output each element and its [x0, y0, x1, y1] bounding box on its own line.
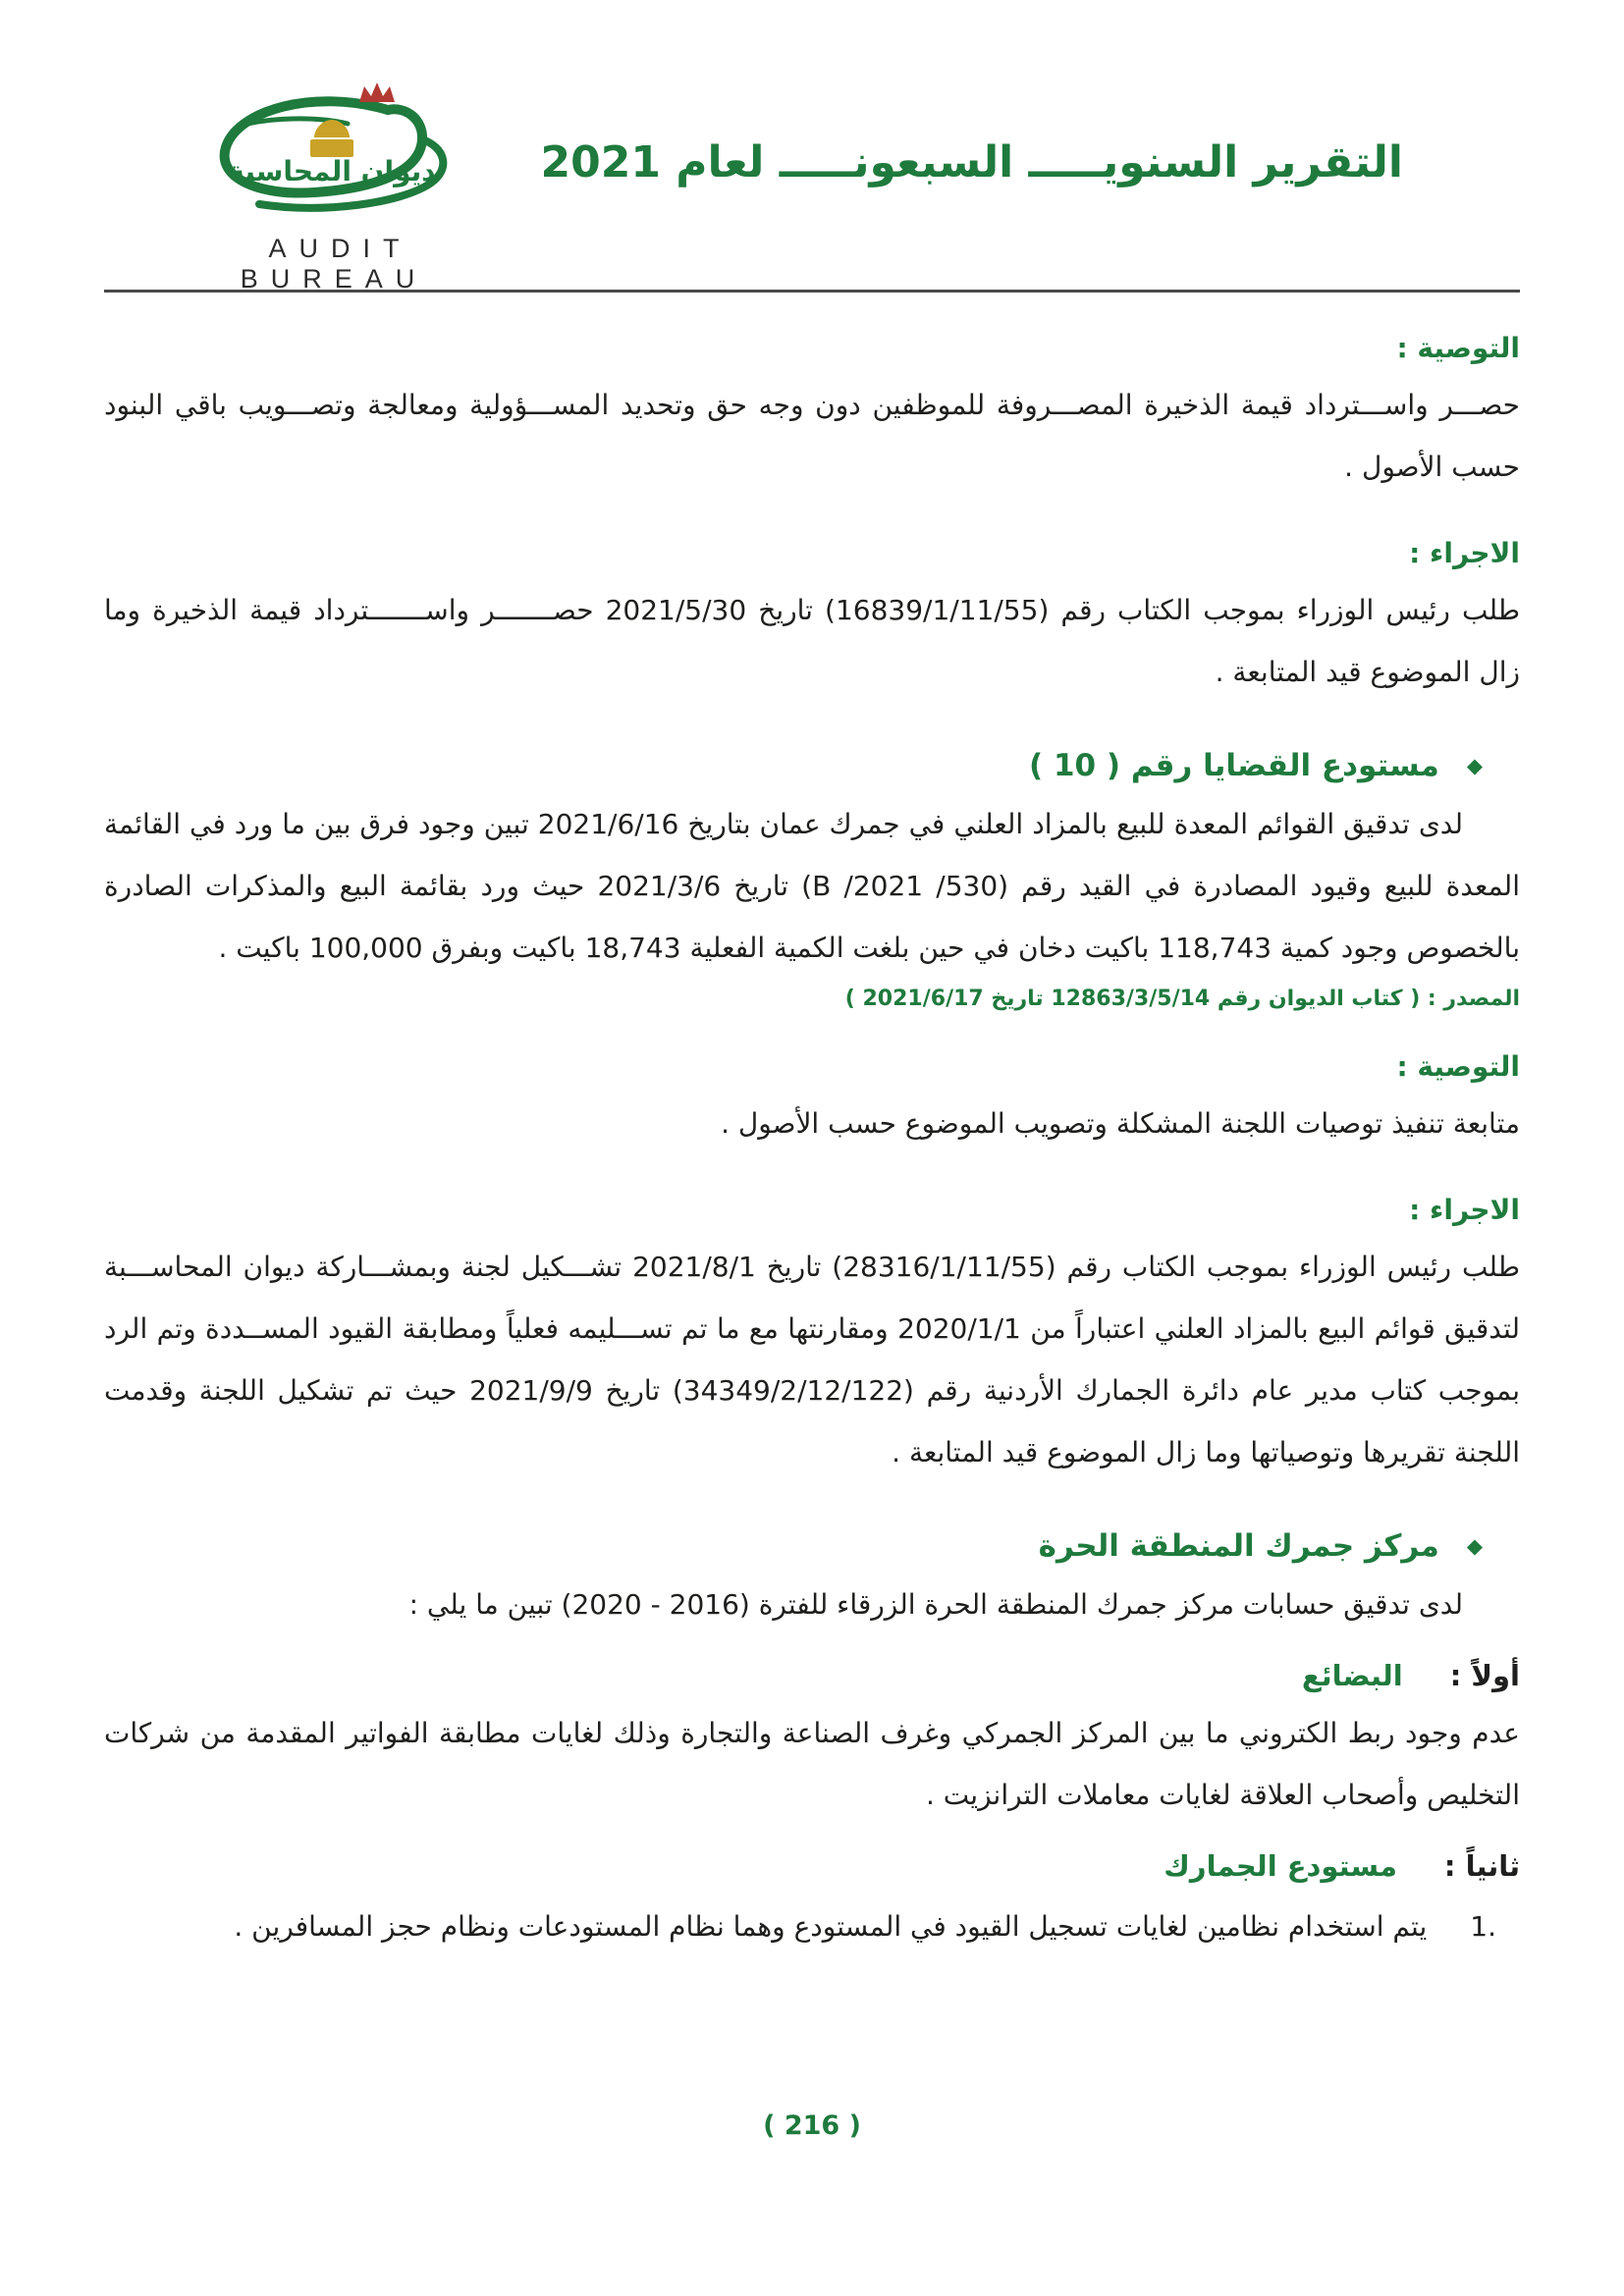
audit-bureau-emblem	[167, 79, 501, 226]
logo-latin-name: AUDIT BUREAU	[240, 234, 428, 294]
procedure-label: الاجراء :	[1409, 537, 1520, 569]
procedure-paragraph: طلب رئيس الوزراء بموجب الكتاب رقم (16839/1/11/55) تاريخ 2021/5/30 حصـــــــر واســـــــترداد قيمة الذخيرة وما زال الموضوع قيد المتابعة .	[104, 594, 1520, 688]
page-footer	[0, 2110, 1624, 2141]
procedure-paragraph: طلب رئيس الوزراء بموجب الكتاب رقم (28316/1/11/55) تاريخ 2021/8/1 تشـــكيل لجنة وبمشـــاركة ديوان المحاســـبة لتدقيق قوائم البيع بالمزاد العلني اعتباراً من 2020/1/1 ومقارنتها مع ما تم تســـليمه فعلياً ومطابقة القيود المســددة وتم الرد بموجب كتاب مدير عام دائرة الجمارك الأردنية رقم (34349/2/12/122) تاريخ 2021/9/9 حيث تم تشكيل اللجنة وقدمت اللجنة تقريرها وتوصياتها وما زال الموضوع قيد المتابعة .	[104, 1251, 1521, 1468]
subsection-first-goods	[104, 1659, 1520, 1692]
recommendation-label: التوصية :	[1396, 332, 1520, 364]
ordinal-title: مستودع الجمارك	[1164, 1849, 1397, 1883]
subsection-second-customs-warehouse	[104, 1849, 1520, 1883]
procedure-label: الاجراء :	[1409, 1194, 1520, 1226]
goods-paragraph: عدم وجود ربط الكتروني ما بين المركز الجمركي وغرف الصناعة والتجارة وذلك لغايات مطابقة الفواتير المقدمة من شركات التخليص وأصحاب العلاقة لغايات معاملات الترانزيت .	[104, 1717, 1520, 1811]
page-header	[0, 44, 1624, 294]
report-title: التقرير السنويـــــ السبعونـــــ لعام 2021	[540, 137, 1403, 187]
ordinal-label: ثانياً :	[1443, 1849, 1520, 1883]
source-reference: المصدر : ( كتاب الديوان رقم 12863/3/5/14 تاريخ 2021/6/17 )	[844, 987, 1520, 1011]
ordinal-label: أولاً :	[1449, 1659, 1520, 1692]
report-content	[0, 332, 1624, 1956]
recommendation-paragraph: متابعة تنفيذ توصيات اللجنة المشكلة وتصويب الموضوع حسب الأصول .	[721, 1107, 1520, 1140]
list-item-number: 1.	[1470, 1910, 1496, 1943]
logo-arabic-name: ديوان المحاسبة	[228, 155, 436, 187]
section-heading-free-zone	[104, 1528, 1520, 1564]
numbered-list-item	[104, 1898, 1520, 1956]
section-heading-text: مركز جمرك المنطقة الحرة	[1038, 1528, 1439, 1564]
list-item-text: يتم استخدام نظامين لغايات تسجيل القيود في المستودع وهما نظام المستودعات ونظام حجز المسافرين .	[234, 1910, 1428, 1943]
section-heading-cases-warehouse	[104, 748, 1520, 783]
section-heading-text: مستودع القضايا رقم ( 10 )	[1028, 748, 1439, 783]
audit-bureau-logo	[157, 79, 511, 294]
diamond-bullet-icon: ◆	[1466, 753, 1483, 777]
crown-icon	[359, 82, 395, 102]
diamond-bullet-icon: ◆	[1466, 1533, 1483, 1558]
page-number: ( 216 )	[763, 2110, 861, 2141]
recommendation-paragraph: حصـــر واســـترداد قيمة الذخيرة المصـــروفة للموظفين دون وجه حق وتحديد المســـؤولية ومعالجة وتصـــويب باقي البنود حسب الأصول .	[104, 389, 1520, 483]
finding-paragraph: لدى تدقيق القوائم المعدة للبيع بالمزاد العلني في جمرك عمان بتاريخ 2021/6/16 تبين وجود فرق بين ما ورد في القائمة المعدة للبيع وقيود المصادرة في القيد رقم (530/ B /2021) تاريخ 2021/3/6 حيث ورد بقائمة البيع والمذكرات الصادرة بالخصوص وجود كمية 118,743 باكيت دخان في حين بلغت الكمية الفعلية 18,743 باكيت وبفرق 100,000 باكيت .	[104, 808, 1520, 964]
recommendation-label: التوصية :	[1396, 1050, 1520, 1083]
ordinal-title: البضائع	[1301, 1659, 1403, 1692]
intro-paragraph: لدى تدقيق حسابات مركز جمرك المنطقة الحرة الزرقاء للفترة (2016 - 2020) تبين ما يلي :	[408, 1588, 1463, 1621]
